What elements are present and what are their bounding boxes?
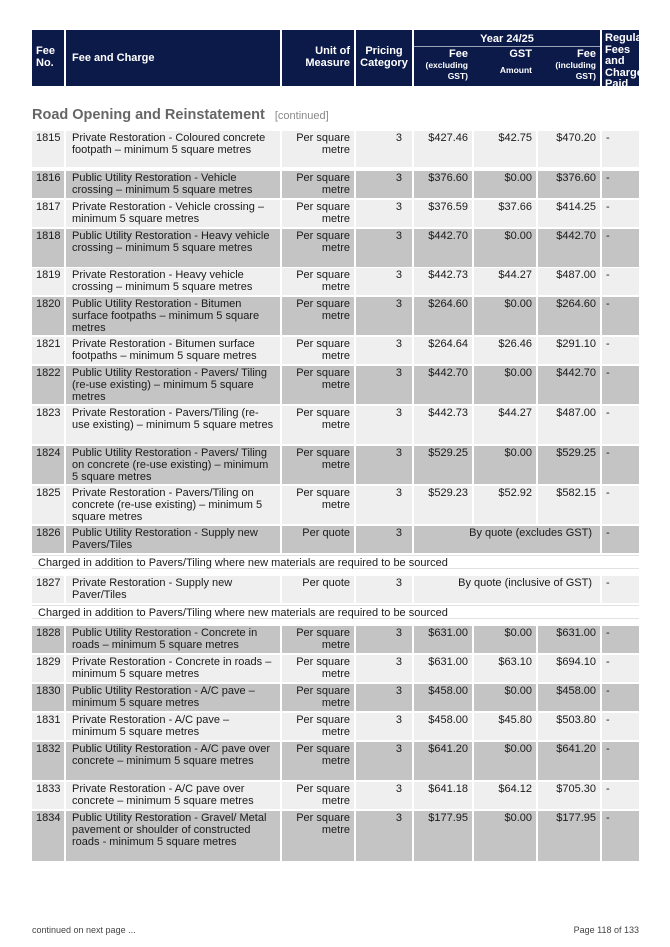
footer-page-number: Page 118 of 133 [573, 925, 639, 935]
fee-including-gst-cell: $705.30 [538, 782, 600, 809]
unit-of-measure-cell: Per square metre [282, 229, 354, 267]
table-row [32, 576, 639, 603]
gst-amount-cell: $0.00 [474, 366, 536, 404]
fee-number-cell: 1824 [32, 446, 64, 484]
pricing-category-cell: 3 [356, 131, 412, 167]
unit-of-measure-cell: Per square metre [282, 297, 354, 335]
regulatory-cell: - [602, 486, 639, 524]
fee-number-cell: 1830 [32, 684, 64, 711]
pricing-category-cell: 3 [356, 526, 412, 553]
fee-number-cell: 1816 [32, 171, 64, 198]
pricing-category-cell: 3 [356, 268, 412, 295]
fee-including-gst-cell: $264.60 [538, 297, 600, 335]
fee-number-cell: 1821 [32, 337, 64, 364]
header-fee-excluding [414, 48, 472, 86]
section-continued: [continued] [274, 110, 329, 122]
fee-description-cell: Public Utility Restoration - Pavers/ Tiling on concrete (re-use existing) – minimum 5 square metres [66, 446, 280, 484]
fee-description-cell: Private Restoration - A/C pave over concrete – minimum 5 square metres [66, 782, 280, 809]
fee-excluding-gst-cell: $442.73 [414, 406, 472, 444]
fee-number-cell: 1817 [32, 200, 64, 227]
pricing-category-cell: 3 [356, 229, 412, 267]
fee-number-cell: 1827 [32, 576, 64, 603]
fee-excluding-gst-cell: $529.23 [414, 486, 472, 524]
table-row [32, 131, 639, 167]
gst-amount-cell: $0.00 [474, 742, 536, 780]
regulatory-cell: - [602, 811, 639, 861]
unit-of-measure-cell: Per square metre [282, 446, 354, 484]
regulatory-cell: - [602, 131, 639, 167]
footer-continued: continued on next page ... [32, 925, 136, 935]
fee-excluding-gst-cell: $177.95 [414, 811, 472, 861]
table-row [32, 337, 639, 364]
gst-amount-cell: $37.66 [474, 200, 536, 227]
pricing-category-cell: 3 [356, 811, 412, 861]
table-note: Charged in addition to Pavers/Tiling where new materials are required to be sourced [32, 555, 639, 569]
fee-excluding-gst-cell: $442.70 [414, 229, 472, 267]
gst-amount-cell: $44.27 [474, 406, 536, 444]
header-gst [474, 48, 536, 86]
table-row [32, 782, 639, 809]
gst-amount-cell: $0.00 [474, 811, 536, 861]
fee-description-cell: Private Restoration - Heavy vehicle crossing – minimum 5 square metres [66, 268, 280, 295]
fee-including-gst-cell: $631.00 [538, 626, 600, 653]
quote-cell: By quote (excludes GST) [414, 526, 600, 553]
fee-including-gst-cell: $470.20 [538, 131, 600, 167]
unit-of-measure-cell: Per square metre [282, 337, 354, 364]
regulatory-cell: - [602, 171, 639, 198]
regulatory-cell: - [602, 684, 639, 711]
gst-amount-cell: $26.46 [474, 337, 536, 364]
fee-excluding-gst-cell: $264.64 [414, 337, 472, 364]
header-fee-and-charge: Fee and Charge [66, 30, 280, 86]
unit-of-measure-cell: Per square metre [282, 268, 354, 295]
unit-of-measure-cell: Per square metre [282, 171, 354, 198]
header-pricing-category: Pricing Category [356, 30, 412, 86]
regulatory-cell: - [602, 626, 639, 653]
unit-of-measure-cell: Per square metre [282, 366, 354, 404]
table-row [32, 713, 639, 740]
header-year: Year 24/25 [480, 33, 534, 45]
regulatory-cell: - [602, 782, 639, 809]
unit-of-measure-cell: Per square metre [282, 131, 354, 167]
header-excluding-label: (excluding GST) [425, 60, 468, 81]
header-year-divider [414, 46, 600, 47]
unit-of-measure-cell: Per square metre [282, 486, 354, 524]
fee-description-cell: Private Restoration - Supply new Paver/Tiles [66, 576, 280, 603]
unit-of-measure-cell: Per square metre [282, 684, 354, 711]
fee-description-cell: Public Utility Restoration - Concrete in roads – minimum 5 square metres [66, 626, 280, 653]
table-row [32, 406, 639, 444]
fee-description-cell: Private Restoration - Vehicle crossing – minimum 5 square metres [66, 200, 280, 227]
table-row [32, 366, 639, 404]
fee-including-gst-cell: $414.25 [538, 200, 600, 227]
pricing-category-cell: 3 [356, 626, 412, 653]
pricing-category-cell: 3 [356, 486, 412, 524]
fee-number-cell: 1825 [32, 486, 64, 524]
fee-number-cell: 1829 [32, 655, 64, 682]
header-year-group [414, 30, 600, 86]
fee-description-cell: Public Utility Restoration - Bitumen surface footpaths – minimum 5 square metres [66, 297, 280, 335]
fee-excluding-gst-cell: $631.00 [414, 655, 472, 682]
table-row [32, 297, 639, 335]
header-fee-including [538, 48, 600, 86]
table-row [32, 171, 639, 198]
fee-excluding-gst-cell: $529.25 [414, 446, 472, 484]
fee-excluding-gst-cell: $641.18 [414, 782, 472, 809]
fee-description-cell: Private Restoration - Concrete in roads – minimum 5 square metres [66, 655, 280, 682]
table-row [32, 268, 639, 295]
regulatory-cell: - [602, 655, 639, 682]
fee-number-cell: 1832 [32, 742, 64, 780]
fee-excluding-gst-cell: $442.70 [414, 366, 472, 404]
fee-number-cell: 1818 [32, 229, 64, 267]
pricing-category-cell: 3 [356, 713, 412, 740]
fee-description-cell: Public Utility Restoration - Heavy vehicle crossing – minimum 5 square metres [66, 229, 280, 267]
pricing-category-cell: 3 [356, 171, 412, 198]
fee-including-gst-cell: $291.10 [538, 337, 600, 364]
unit-of-measure-cell: Per square metre [282, 811, 354, 861]
table-row [32, 811, 639, 861]
fee-number-cell: 1820 [32, 297, 64, 335]
header-fee-label: Fee [449, 48, 468, 60]
fee-number-cell: 1831 [32, 713, 64, 740]
regulatory-cell: - [602, 446, 639, 484]
fee-description-cell: Public Utility Restoration - Pavers/ Tiling (re-use existing) – minimum 5 square metres [66, 366, 280, 404]
table-row [32, 684, 639, 711]
gst-amount-cell: $0.00 [474, 297, 536, 335]
table-row [32, 526, 639, 553]
table-row [32, 446, 639, 484]
gst-amount-cell: $0.00 [474, 626, 536, 653]
table-row [32, 229, 639, 267]
gst-amount-cell: $44.27 [474, 268, 536, 295]
fee-description-cell: Public Utility Restoration - A/C pave – minimum 5 square metres [66, 684, 280, 711]
table-row [32, 626, 639, 653]
fee-number-cell: 1826 [32, 526, 64, 553]
fee-description-cell: Private Restoration - Pavers/Tiling (re-use existing) – minimum 5 square metres [66, 406, 280, 444]
header-gst-amount-label: Amount [499, 65, 532, 75]
pricing-category-cell: 3 [356, 337, 412, 364]
fee-including-gst-cell: $442.70 [538, 366, 600, 404]
fee-including-gst-cell: $487.00 [538, 268, 600, 295]
fee-description-cell: Public Utility Restoration - Supply new Pavers/Tiles [66, 526, 280, 553]
regulatory-cell: - [602, 742, 639, 780]
fee-including-gst-cell: $529.25 [538, 446, 600, 484]
section-heading [32, 107, 329, 123]
regulatory-cell: - [602, 297, 639, 335]
fee-excluding-gst-cell: $442.73 [414, 268, 472, 295]
pricing-category-cell: 3 [356, 446, 412, 484]
header-regulatory: Regulatory Fees and Charges Paid to [602, 30, 639, 86]
gst-amount-cell: $0.00 [474, 446, 536, 484]
fee-including-gst-cell: $376.60 [538, 171, 600, 198]
header-gst-label: GST [509, 48, 532, 60]
fee-excluding-gst-cell: $631.00 [414, 626, 472, 653]
header-unit-of-measure: Unit of Measure [282, 30, 354, 86]
regulatory-cell: - [602, 366, 639, 404]
header-fee-label-2: Fee [577, 48, 596, 60]
fee-number-cell: 1815 [32, 131, 64, 167]
table-header [32, 30, 663, 102]
unit-of-measure-cell: Per quote [282, 526, 354, 553]
pricing-category-cell: 3 [356, 406, 412, 444]
pricing-category-cell: 3 [356, 655, 412, 682]
unit-of-measure-cell: Per square metre [282, 655, 354, 682]
table-row [32, 486, 639, 524]
regulatory-cell: - [602, 337, 639, 364]
fee-number-cell: 1833 [32, 782, 64, 809]
gst-amount-cell: $0.00 [474, 229, 536, 267]
fee-description-cell: Private Restoration - Pavers/Tiling on concrete (re-use existing) – minimum 5 square metres [66, 486, 280, 524]
unit-of-measure-cell: Per square metre [282, 406, 354, 444]
fee-excluding-gst-cell: $458.00 [414, 684, 472, 711]
gst-amount-cell: $0.00 [474, 171, 536, 198]
gst-amount-cell: $45.80 [474, 713, 536, 740]
regulatory-cell: - [602, 406, 639, 444]
pricing-category-cell: 3 [356, 200, 412, 227]
pricing-category-cell: 3 [356, 366, 412, 404]
regulatory-cell: - [602, 200, 639, 227]
fee-description-cell: Public Utility Restoration - Vehicle crossing – minimum 5 square metres [66, 171, 280, 198]
table-row [32, 742, 639, 780]
fee-description-cell: Public Utility Restoration - A/C pave over concrete – minimum 5 square metres [66, 742, 280, 780]
gst-amount-cell: $52.92 [474, 486, 536, 524]
regulatory-cell: - [602, 229, 639, 267]
fee-including-gst-cell: $442.70 [538, 229, 600, 267]
unit-of-measure-cell: Per square metre [282, 200, 354, 227]
fee-number-cell: 1819 [32, 268, 64, 295]
fee-including-gst-cell: $641.20 [538, 742, 600, 780]
table-note: Charged in addition to Pavers/Tiling where new materials are required to be sourced [32, 605, 639, 619]
gst-amount-cell: $64.12 [474, 782, 536, 809]
unit-of-measure-cell: Per quote [282, 576, 354, 603]
regulatory-cell: - [602, 268, 639, 295]
gst-amount-cell: $42.75 [474, 131, 536, 167]
quote-cell: By quote (inclusive of GST) [414, 576, 600, 603]
fee-excluding-gst-cell: $376.60 [414, 171, 472, 198]
pricing-category-cell: 3 [356, 742, 412, 780]
fee-including-gst-cell: $582.15 [538, 486, 600, 524]
fee-including-gst-cell: $177.95 [538, 811, 600, 861]
pricing-category-cell: 3 [356, 297, 412, 335]
fee-including-gst-cell: $694.10 [538, 655, 600, 682]
fee-description-cell: Private Restoration - A/C pave – minimum 5 square metres [66, 713, 280, 740]
regulatory-cell: - [602, 576, 639, 603]
fee-excluding-gst-cell: $376.59 [414, 200, 472, 227]
fee-excluding-gst-cell: $641.20 [414, 742, 472, 780]
fee-number-cell: 1823 [32, 406, 64, 444]
unit-of-measure-cell: Per square metre [282, 713, 354, 740]
fee-including-gst-cell: $458.00 [538, 684, 600, 711]
fee-description-cell: Private Restoration - Coloured concrete footpath – minimum 5 square metres [66, 131, 280, 167]
fee-including-gst-cell: $503.80 [538, 713, 600, 740]
header-fee-no: Fee No. [32, 30, 64, 86]
gst-amount-cell: $0.00 [474, 684, 536, 711]
pricing-category-cell: 3 [356, 782, 412, 809]
fee-excluding-gst-cell: $427.46 [414, 131, 472, 167]
fee-excluding-gst-cell: $458.00 [414, 713, 472, 740]
fee-description-cell: Public Utility Restoration - Gravel/ Metal pavement or shoulder of constructed roads - minimum 5 square metres [66, 811, 280, 861]
header-including-label: (including GST) [555, 60, 596, 81]
fee-including-gst-cell: $487.00 [538, 406, 600, 444]
fee-number-cell: 1828 [32, 626, 64, 653]
fee-excluding-gst-cell: $264.60 [414, 297, 472, 335]
fee-number-cell: 1822 [32, 366, 64, 404]
fee-number-cell: 1834 [32, 811, 64, 861]
section-title: Road Opening and Reinstatement [32, 107, 265, 123]
gst-amount-cell: $63.10 [474, 655, 536, 682]
regulatory-cell: - [602, 526, 639, 553]
pricing-category-cell: 3 [356, 684, 412, 711]
unit-of-measure-cell: Per square metre [282, 626, 354, 653]
table-row [32, 655, 639, 682]
unit-of-measure-cell: Per square metre [282, 782, 354, 809]
pricing-category-cell: 3 [356, 576, 412, 603]
regulatory-cell: - [602, 713, 639, 740]
fee-description-cell: Private Restoration - Bitumen surface footpaths – minimum 5 square metres [66, 337, 280, 364]
unit-of-measure-cell: Per square metre [282, 742, 354, 780]
table-row [32, 200, 639, 227]
